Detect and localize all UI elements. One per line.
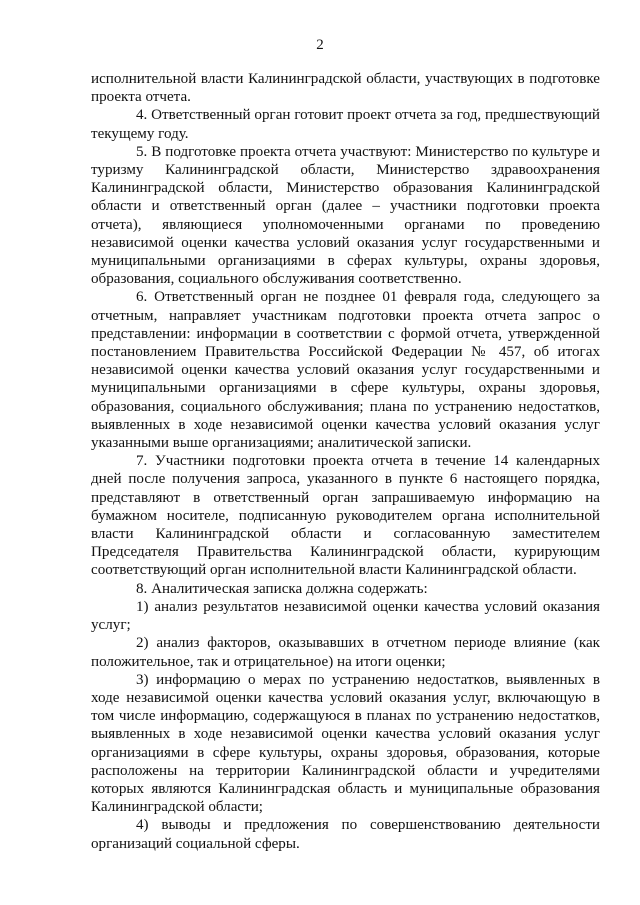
list-item-2: 2) анализ факторов, оказывавших в отчетном периоде влияние (как положительное, так и отрицательное) на итоги оценки; (91, 635, 600, 670)
paragraph-7: 7. Участники подготовки проекта отчета в течение 14 календарных дней после получения запроса, указанного в пункте 6 настоящего порядка, представляют в ответственный орган запрашиваемую информацию на бумажном носителе, подписанную руководителем органа исполнительной власти Калининградской области и согласованную заместителем Председателя Правительства Калининградской области, курирующим соответствующий орган исполнительной власти Калининградской области. (91, 453, 600, 579)
paragraph-5: 5. В подготовке проекта отчета участвуют: Министерство по культуре и туризму Калининградской области, Министерство здравоохранения Калининградской области, Министерство образования Калининградской области и ответственный орган (далее – участники подготовки проекта отчета), являющиеся уполномоченными органами по проведению независимой оценки качества условий оказания услуг государственными и муниципальными организациями в сферах культуры, охраны здоровья, образования, социального обслуживания соответственно. (91, 143, 600, 288)
paragraph-4: 4. Ответственный орган готовит проект отчета за год, предшествующий текущему году. (91, 107, 600, 142)
document-body (91, 70, 600, 853)
list-item-4: 4) выводы и предложения по совершенствованию деятельности организаций социальной сферы. (91, 817, 600, 852)
paragraph-continuation: исполнительной власти Калининградской области, участвующих в подготовке проекта отчета. (91, 71, 600, 106)
paragraph-8: 8. Аналитическая записка должна содержать: (136, 580, 428, 597)
list-item-1: 1) анализ результатов независимой оценки качества условий оказания услуг; (91, 598, 600, 634)
paragraph-6: 6. Ответственный орган не позднее 01 февраля года, следующего за отчетным, направляет участникам подготовки проекта отчета запрос о представлении: информации в соответствии с формой отчета, утвержденной постановлением Правительства Российской Федерации № 457, об итогах независимой оценки качества условий оказания услуг государственными и муниципальными организациями в сфере культуры, охраны здоровья, образования, социального обслуживания; плана по устранению недостатков, выявленных в ходе независимой оценки качества условий оказания услуг указанными выше организациями; аналитической записки. (91, 289, 600, 452)
list-item-3: 3) информацию о мерах по устранению недостатков, выявленных в ходе независимой оценки качества условий оказания услуг, включающую в том числе информацию, содержащуюся в планах по устранению недостатков, выявленных в ходе независимой оценки качества условий оказания услуг организациями в сфере культуры, охраны здоровья, образования, которые расположены на территории Калининградской области и учредителями которых являются Калининградская область и муниципальные образования Калининградской области; (91, 671, 600, 816)
page-number: 2 (316, 37, 324, 53)
